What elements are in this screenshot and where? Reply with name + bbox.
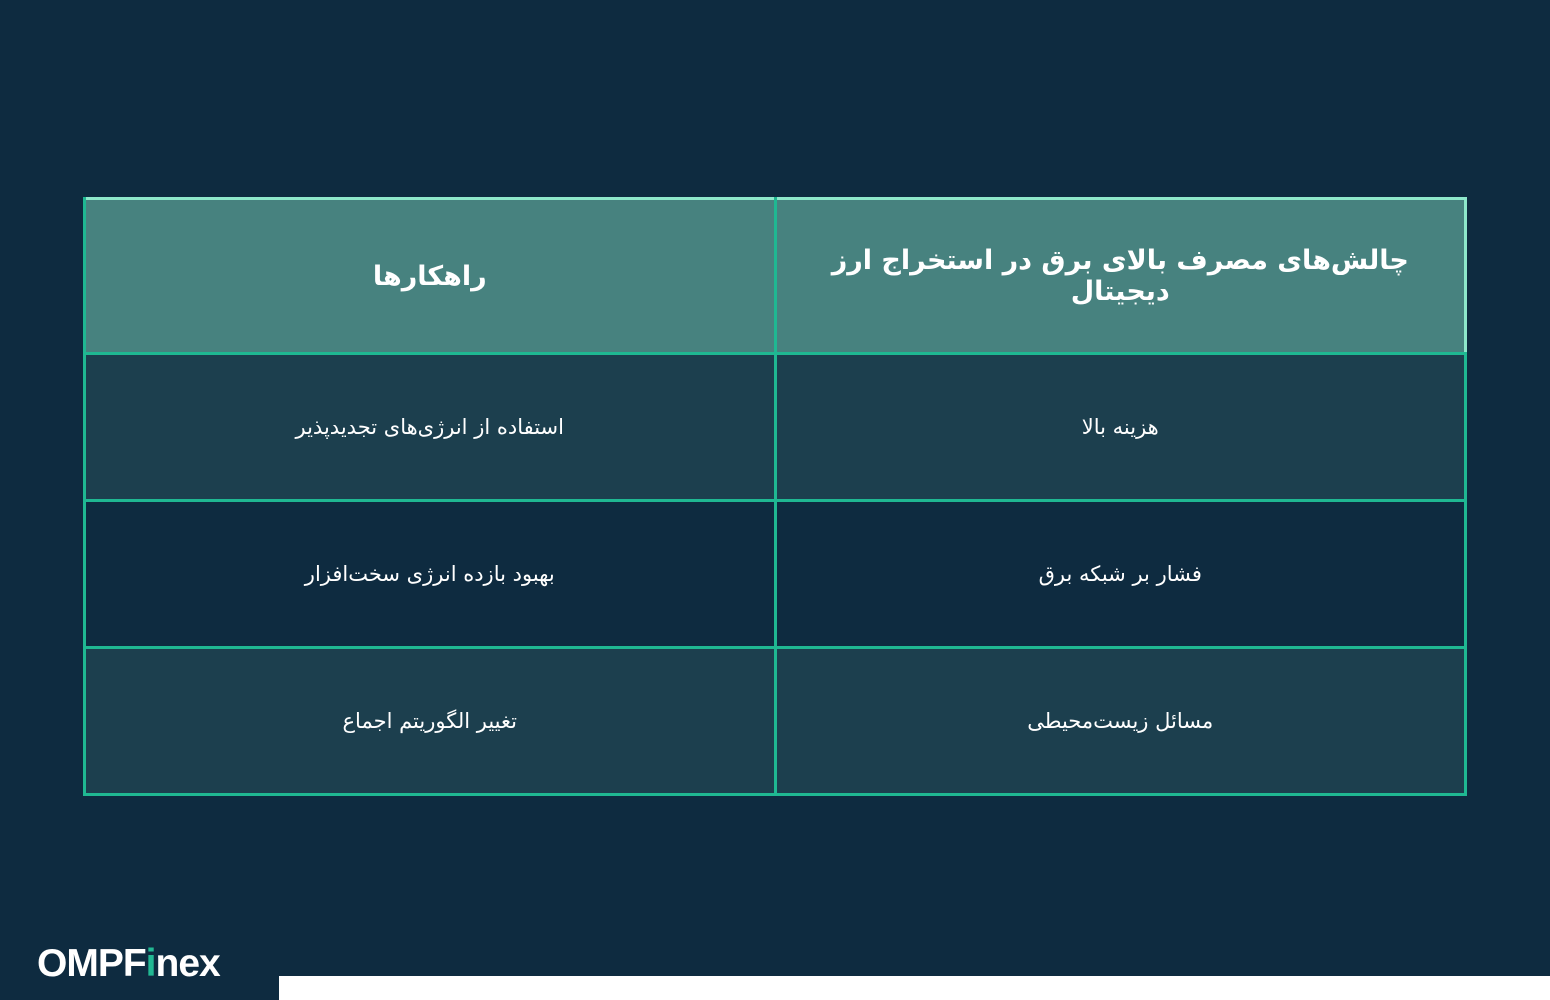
table-header-row xyxy=(85,199,1466,354)
header-challenges: چالش‌های مصرف بالای برق در استخراج ارز دیجیتال xyxy=(775,199,1466,354)
bottom-strip xyxy=(279,976,1550,1000)
table-row xyxy=(85,648,1466,795)
challenge-cell: فشار بر شبکه برق xyxy=(775,501,1466,648)
challenges-solutions-table xyxy=(83,197,1467,796)
comparison-table-container xyxy=(83,197,1467,787)
solution-cell: بهبود بازده انرژی سخت‌افزار xyxy=(85,501,776,648)
logo-text-start: OMPF xyxy=(37,942,146,985)
solution-cell: استفاده از انرژی‌های تجدیدپذیر xyxy=(85,354,776,501)
logo-accent-letter: i xyxy=(145,942,156,985)
solution-cell: تغییر الگوریتم اجماع xyxy=(85,648,776,795)
table-row xyxy=(85,501,1466,648)
brand-logo xyxy=(37,940,220,988)
logo-text-end: nex xyxy=(155,942,220,985)
table-row xyxy=(85,354,1466,501)
challenge-cell: مسائل زیست‌محیطی xyxy=(775,648,1466,795)
challenge-cell: هزینه بالا xyxy=(775,354,1466,501)
header-solutions: راهکارها xyxy=(85,199,776,354)
